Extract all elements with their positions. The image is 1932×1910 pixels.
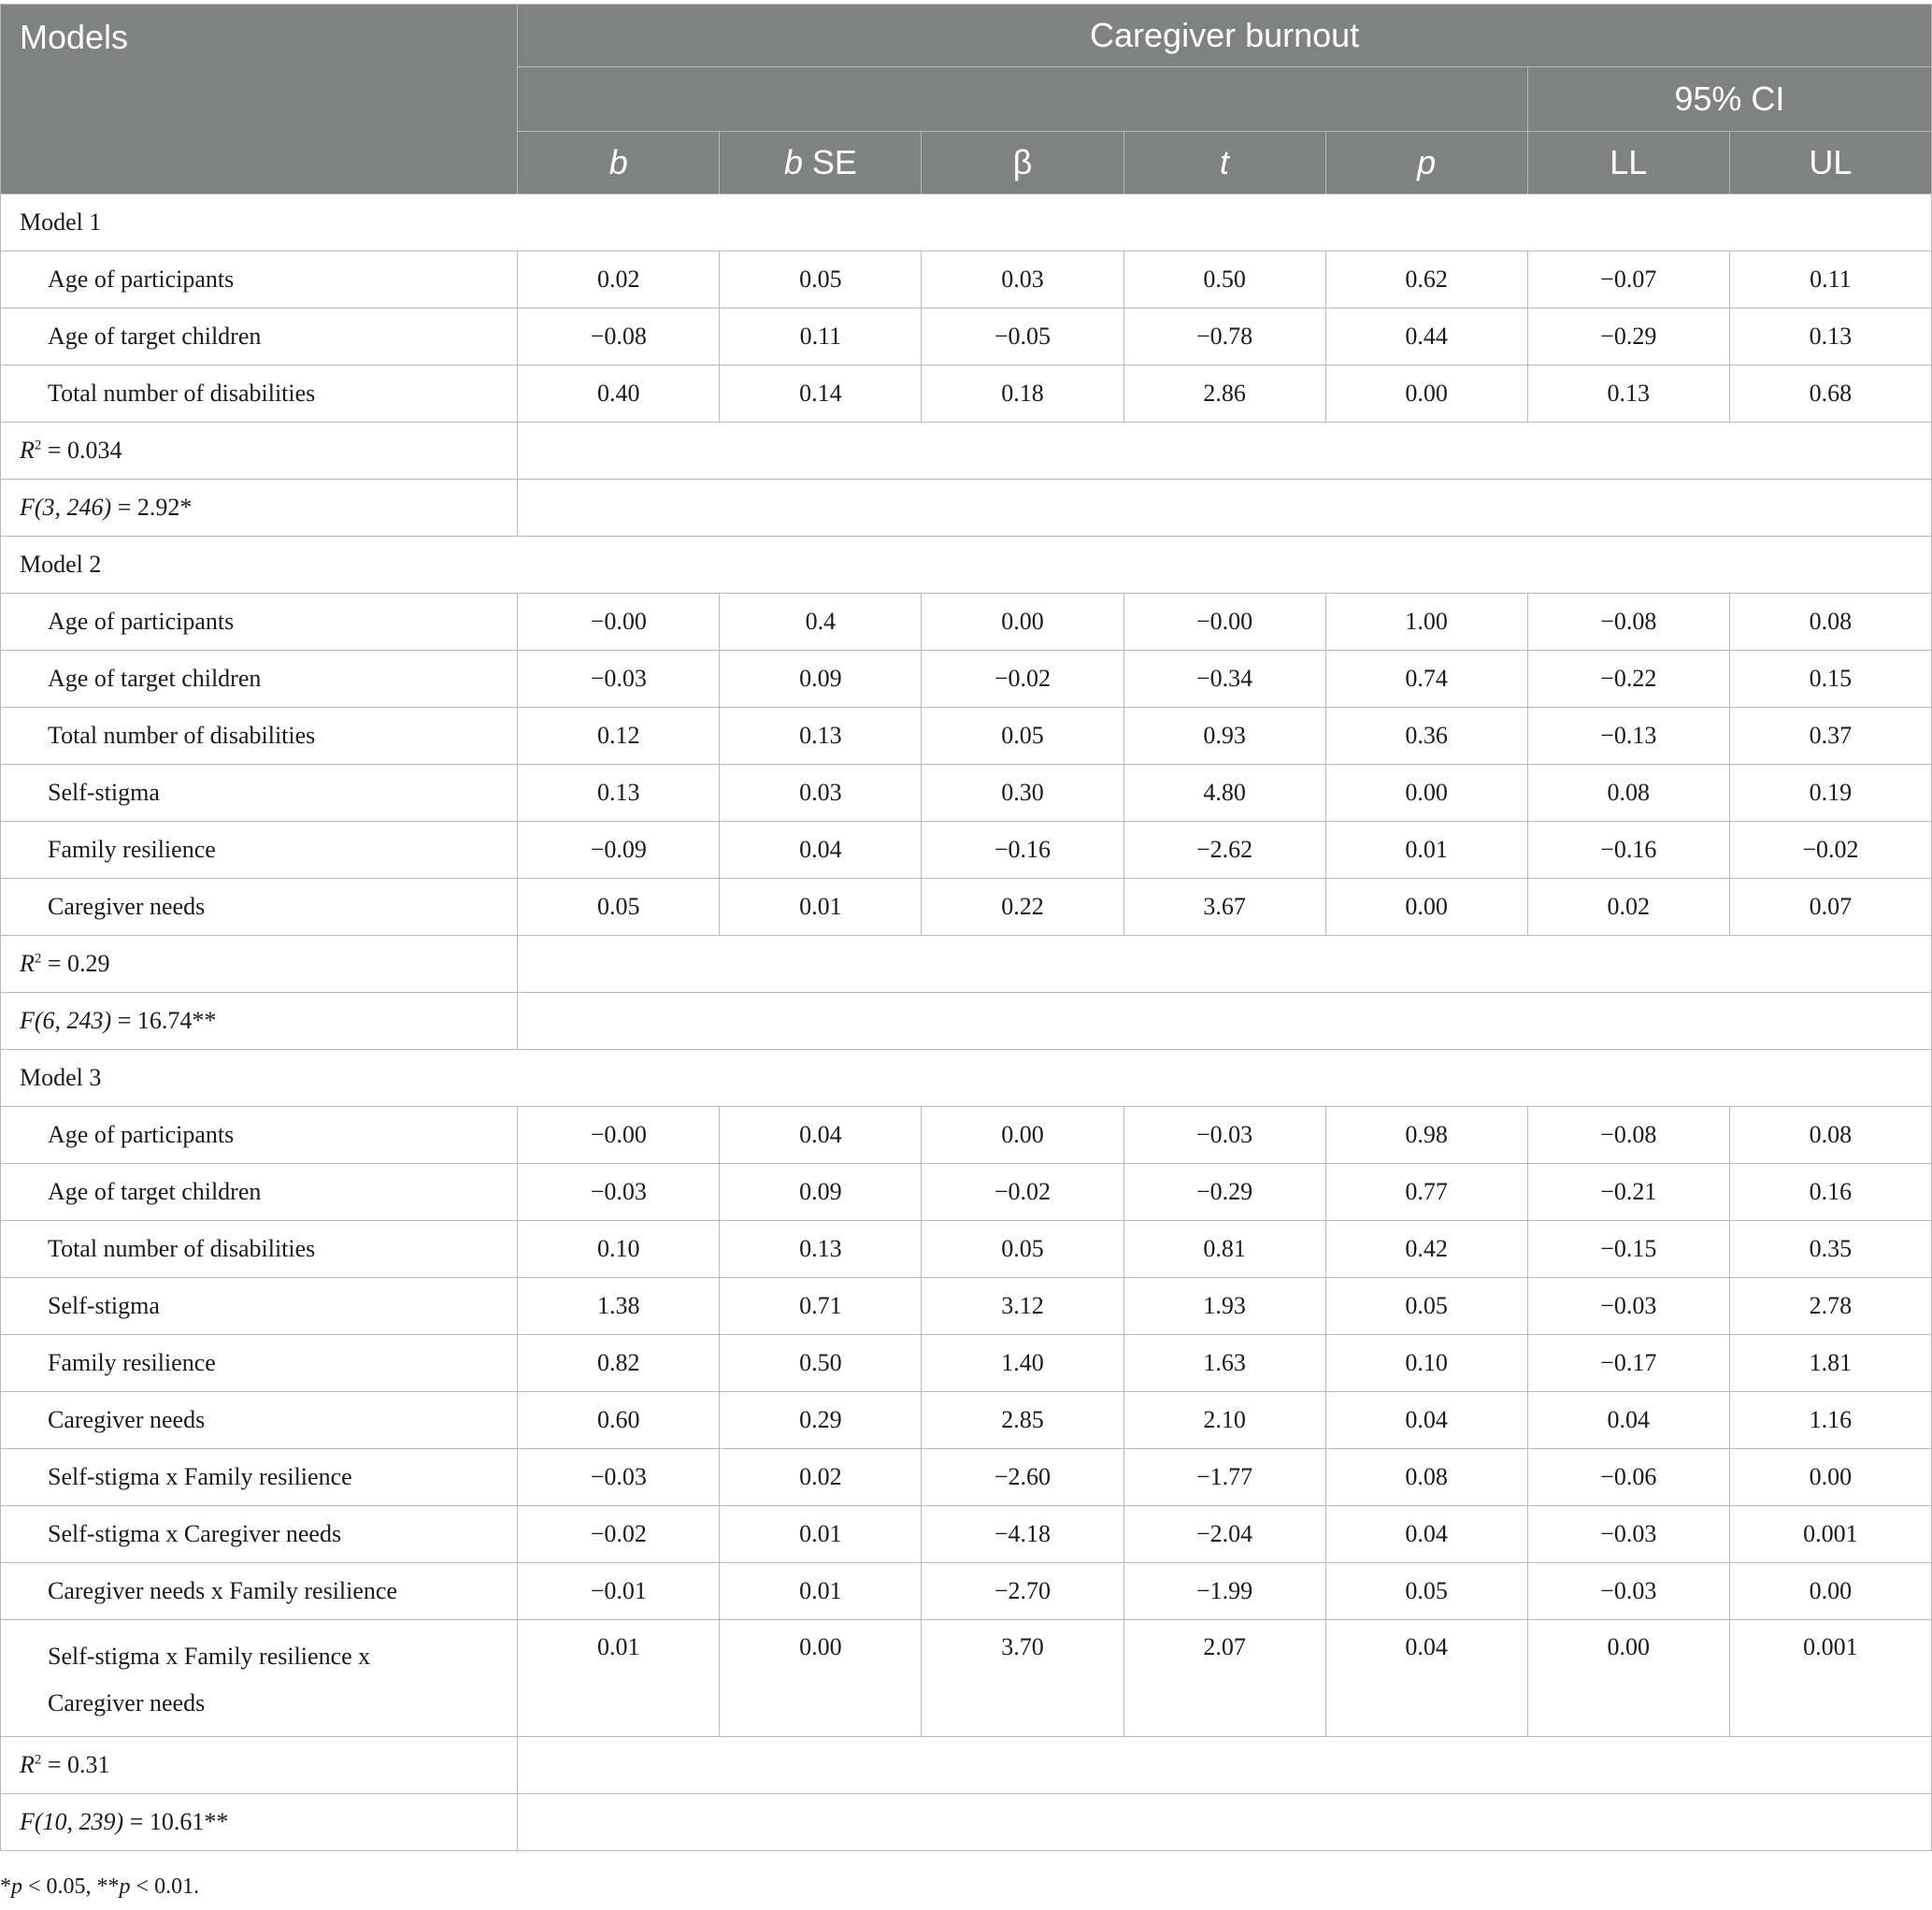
r-squared-row [1, 936, 1932, 993]
table-cell: 0.36 [1325, 708, 1527, 765]
table-row [1, 1335, 1932, 1392]
empty-cell [518, 1794, 1932, 1851]
table-row [1, 708, 1932, 765]
f-value: = 2.92* [111, 494, 193, 521]
caregiver-burnout-header: Caregiver burnout [518, 5, 1932, 67]
models-header: Models [1, 5, 518, 194]
table-cell: 0.50 [720, 1335, 922, 1392]
table-cell: −0.02 [1729, 822, 1931, 879]
table-cell: 4.80 [1123, 765, 1325, 822]
table-cell: 0.00 [922, 594, 1123, 651]
table-row [1, 594, 1932, 651]
table-cell: −0.16 [1527, 822, 1729, 879]
table-cell: 0.09 [720, 651, 922, 708]
row-label: Family resilience [1, 1335, 518, 1392]
r-superscript: 2 [34, 1752, 42, 1768]
r-squared-row [1, 1737, 1932, 1794]
column-header-text: SE [802, 143, 857, 181]
empty-cell [518, 936, 1932, 993]
table-cell: −0.03 [518, 651, 720, 708]
r-squared [1, 936, 518, 993]
column-header [720, 132, 922, 194]
table-cell: 1.16 [1729, 1392, 1931, 1449]
table-cell: −0.17 [1527, 1335, 1729, 1392]
empty-cell [518, 423, 1932, 480]
row-label-line: Caregiver needs [48, 1689, 206, 1716]
table-cell: 0.68 [1729, 366, 1931, 423]
column-header-text: UL [1809, 143, 1853, 181]
r-symbol: R [20, 1751, 35, 1778]
model-title: Model 2 [1, 537, 1932, 594]
table-cell: 0.12 [518, 708, 720, 765]
footnote-part: < 0.05, ** [22, 1874, 120, 1899]
f-statistic [1, 993, 518, 1050]
model-title-row [1, 1050, 1932, 1107]
table-cell: −0.15 [1527, 1221, 1729, 1278]
table-cell: 0.13 [1729, 309, 1931, 366]
row-label: Total number of disabilities [1, 1221, 518, 1278]
table-cell: 2.86 [1123, 366, 1325, 423]
table-cell: 0.13 [518, 765, 720, 822]
table-cell: 0.40 [518, 366, 720, 423]
table-cell: −0.00 [1123, 594, 1325, 651]
table-cell: 0.01 [720, 879, 922, 936]
table-cell: 0.03 [922, 251, 1123, 309]
table-cell: 0.04 [1325, 1392, 1527, 1449]
table-cell: 0.10 [1325, 1335, 1527, 1392]
table-cell: −0.03 [1123, 1107, 1325, 1164]
table-cell: −0.09 [518, 822, 720, 879]
table-cell: 0.93 [1123, 708, 1325, 765]
table-cell: 0.08 [1729, 594, 1931, 651]
table-cell: 0.30 [922, 765, 1123, 822]
table-cell: 0.13 [720, 1221, 922, 1278]
table-cell: −0.78 [1123, 309, 1325, 366]
r-superscript: 2 [34, 438, 42, 453]
model-title: Model 3 [1, 1050, 1932, 1107]
table-header [1, 5, 1932, 194]
row-label: Age of target children [1, 309, 518, 366]
table-row [1, 1164, 1932, 1221]
table-cell: 0.60 [518, 1392, 720, 1449]
f-stat-row [1, 480, 1932, 537]
table-cell: −1.77 [1123, 1449, 1325, 1506]
table-cell: 0.42 [1325, 1221, 1527, 1278]
table-cell: 0.11 [1729, 251, 1931, 309]
r-squared-value: = 0.29 [41, 950, 110, 977]
table-cell: 0.05 [720, 251, 922, 309]
empty-cell [518, 480, 1932, 537]
table-row [1, 309, 1932, 366]
table-cell: 0.08 [1325, 1449, 1527, 1506]
table-row [1, 822, 1932, 879]
table-body [1, 194, 1932, 1851]
table-row [1, 1449, 1932, 1506]
table-footnote [0, 1874, 199, 1900]
table-cell: 0.00 [1325, 366, 1527, 423]
table-cell: −0.01 [518, 1563, 720, 1620]
ci-header: 95% CI [1527, 67, 1931, 132]
row-label: Caregiver needs [1, 879, 518, 936]
table-cell: −2.62 [1123, 822, 1325, 879]
empty-cell [518, 1737, 1932, 1794]
table-cell: 0.15 [1729, 651, 1931, 708]
table-cell: −0.03 [518, 1449, 720, 1506]
table-cell: 1.38 [518, 1278, 720, 1335]
r-squared [1, 423, 518, 480]
table-row [1, 366, 1932, 423]
row-label: Age of target children [1, 651, 518, 708]
table-cell: 0.14 [720, 366, 922, 423]
table-cell: −4.18 [922, 1506, 1123, 1563]
f-statistic [1, 1794, 518, 1851]
footnote-part: p [119, 1874, 131, 1899]
table-cell: −2.60 [922, 1449, 1123, 1506]
r-squared [1, 1737, 518, 1794]
table-cell: −2.04 [1123, 1506, 1325, 1563]
table-cell: 0.11 [720, 309, 922, 366]
column-header [922, 132, 1123, 194]
f-value: = 16.74** [111, 1007, 217, 1034]
table-cell: 0.19 [1729, 765, 1931, 822]
table-cell: −0.29 [1527, 309, 1729, 366]
table-cell: 0.37 [1729, 708, 1931, 765]
table-cell: −0.22 [1527, 651, 1729, 708]
table-cell: 0.04 [1325, 1620, 1527, 1737]
table-cell: 0.07 [1729, 879, 1931, 936]
row-label-line: Self-stigma x Family resilience x [48, 1643, 371, 1670]
f-symbol: F(10, 239) [20, 1808, 124, 1835]
f-symbol: F(6, 243) [20, 1007, 112, 1034]
r-superscript: 2 [34, 951, 42, 967]
table-cell: 0.00 [720, 1620, 922, 1737]
row-label: Total number of disabilities [1, 366, 518, 423]
table-cell: 1.00 [1325, 594, 1527, 651]
row-label [1, 1620, 518, 1737]
table-cell: 0.10 [518, 1221, 720, 1278]
table-cell: 0.01 [720, 1563, 922, 1620]
f-symbol: F(3, 246) [20, 494, 112, 521]
table-row [1, 1392, 1932, 1449]
table-cell: 0.05 [518, 879, 720, 936]
table-row [1, 879, 1932, 936]
table-cell: 0.03 [720, 765, 922, 822]
row-label: Age of target children [1, 1164, 518, 1221]
column-header [518, 132, 720, 194]
table-cell: −0.34 [1123, 651, 1325, 708]
row-label: Caregiver needs x Family resilience [1, 1563, 518, 1620]
column-header-text: β [1012, 143, 1033, 181]
table-cell: 0.05 [922, 708, 1123, 765]
column-header-symbol: b [783, 143, 803, 181]
table-cell: −0.03 [518, 1164, 720, 1221]
table-row [1, 1506, 1932, 1563]
f-value: = 10.61** [123, 1808, 229, 1835]
header-spacer [518, 67, 1527, 132]
table-cell: 0.001 [1729, 1620, 1931, 1737]
table-cell: 3.67 [1123, 879, 1325, 936]
table-cell: 0.02 [518, 251, 720, 309]
table-cell: 0.13 [1527, 366, 1729, 423]
table-cell: 0.00 [922, 1107, 1123, 1164]
table-cell: 0.02 [720, 1449, 922, 1506]
table-cell: −0.02 [922, 1164, 1123, 1221]
table-row [1, 1563, 1932, 1620]
table-cell: 3.70 [922, 1620, 1123, 1737]
table-cell: 0.35 [1729, 1221, 1931, 1278]
table-cell: −0.21 [1527, 1164, 1729, 1221]
table-cell: 0.04 [720, 822, 922, 879]
column-header [1729, 132, 1931, 194]
table-cell: 0.04 [720, 1107, 922, 1164]
table-cell: 1.40 [922, 1335, 1123, 1392]
table-cell: 0.02 [1527, 879, 1729, 936]
table-cell: 0.01 [518, 1620, 720, 1737]
row-label: Caregiver needs [1, 1392, 518, 1449]
footnote-part: p [11, 1874, 22, 1899]
table-cell: 0.71 [720, 1278, 922, 1335]
table-cell: 0.22 [922, 879, 1123, 936]
table-cell: 0.01 [720, 1506, 922, 1563]
table-cell: 0.4 [720, 594, 922, 651]
table-row [1, 651, 1932, 708]
table-cell: 0.05 [1325, 1563, 1527, 1620]
column-header [1527, 132, 1729, 194]
table-cell: 0.09 [720, 1164, 922, 1221]
table-row [1, 1620, 1932, 1737]
table-cell: −0.29 [1123, 1164, 1325, 1221]
table-cell: 0.98 [1325, 1107, 1527, 1164]
table-cell: 0.16 [1729, 1164, 1931, 1221]
r-squared-row [1, 423, 1932, 480]
table-cell: 0.05 [1325, 1278, 1527, 1335]
row-label: Self-stigma x Caregiver needs [1, 1506, 518, 1563]
table-cell: −0.03 [1527, 1563, 1729, 1620]
table-cell: −2.70 [922, 1563, 1123, 1620]
table-cell: 2.07 [1123, 1620, 1325, 1737]
table-cell: 1.63 [1123, 1335, 1325, 1392]
table-cell: −0.03 [1527, 1506, 1729, 1563]
table-cell: 0.29 [720, 1392, 922, 1449]
f-stat-row [1, 993, 1932, 1050]
table-cell: 0.00 [1325, 765, 1527, 822]
table-cell: 0.05 [922, 1221, 1123, 1278]
table-cell: 3.12 [922, 1278, 1123, 1335]
model-title-row [1, 194, 1932, 251]
column-header-text: LL [1610, 143, 1648, 181]
table-cell: 0.62 [1325, 251, 1527, 309]
table-cell: 0.44 [1325, 309, 1527, 366]
table-cell: 0.08 [1729, 1107, 1931, 1164]
model-title-row [1, 537, 1932, 594]
column-header [1325, 132, 1527, 194]
row-label: Family resilience [1, 822, 518, 879]
f-stat-row [1, 1794, 1932, 1851]
row-label: Self-stigma [1, 765, 518, 822]
table-row [1, 1278, 1932, 1335]
table-cell: −0.16 [922, 822, 1123, 879]
table-cell: −0.00 [518, 1107, 720, 1164]
r-squared-value: = 0.034 [41, 437, 122, 464]
table-cell: 0.00 [1527, 1620, 1729, 1737]
table-cell: 0.50 [1123, 251, 1325, 309]
table-row [1, 251, 1932, 309]
table-cell: −0.00 [518, 594, 720, 651]
table-cell: −0.06 [1527, 1449, 1729, 1506]
table-cell: 1.93 [1123, 1278, 1325, 1335]
table-cell: 0.77 [1325, 1164, 1527, 1221]
table-cell: 0.81 [1123, 1221, 1325, 1278]
r-symbol: R [20, 437, 35, 464]
table-cell: 0.00 [1729, 1449, 1931, 1506]
row-label: Age of participants [1, 594, 518, 651]
table-cell: 2.10 [1123, 1392, 1325, 1449]
row-label: Self-stigma [1, 1278, 518, 1335]
table-cell: −0.08 [1527, 594, 1729, 651]
table-cell: −0.13 [1527, 708, 1729, 765]
table-cell: 0.00 [1729, 1563, 1931, 1620]
row-label: Total number of disabilities [1, 708, 518, 765]
table-cell: 0.08 [1527, 765, 1729, 822]
table-cell: 1.81 [1729, 1335, 1931, 1392]
r-squared-value: = 0.31 [41, 1751, 110, 1778]
table-cell: −1.99 [1123, 1563, 1325, 1620]
column-header-symbol: p [1417, 143, 1437, 181]
empty-cell [518, 993, 1932, 1050]
regression-table [0, 4, 1932, 1851]
table-cell: 0.13 [720, 708, 922, 765]
table-cell: 0.01 [1325, 822, 1527, 879]
column-header-symbol: b [608, 143, 628, 181]
column-header [1123, 132, 1325, 194]
f-statistic [1, 480, 518, 537]
column-header-symbol: t [1220, 143, 1230, 181]
row-label: Self-stigma x Family resilience [1, 1449, 518, 1506]
table-row [1, 765, 1932, 822]
table-row [1, 1107, 1932, 1164]
table-cell: 0.001 [1729, 1506, 1931, 1563]
table-cell: 0.82 [518, 1335, 720, 1392]
row-label: Age of participants [1, 1107, 518, 1164]
table-cell: −0.02 [922, 651, 1123, 708]
table-cell: 0.74 [1325, 651, 1527, 708]
table-cell: 0.04 [1325, 1506, 1527, 1563]
model-title: Model 1 [1, 194, 1932, 251]
table-cell: 0.00 [1325, 879, 1527, 936]
table-cell: 2.85 [922, 1392, 1123, 1449]
table-cell: 0.18 [922, 366, 1123, 423]
table-cell: −0.08 [518, 309, 720, 366]
table-cell: 2.78 [1729, 1278, 1931, 1335]
table-cell: −0.07 [1527, 251, 1729, 309]
r-symbol: R [20, 950, 35, 977]
table-cell: −0.03 [1527, 1278, 1729, 1335]
table-cell: −0.05 [922, 309, 1123, 366]
row-label: Age of participants [1, 251, 518, 309]
table-cell: −0.08 [1527, 1107, 1729, 1164]
table-cell: 0.04 [1527, 1392, 1729, 1449]
footnote-part: < 0.01. [130, 1874, 200, 1899]
table-cell: −0.02 [518, 1506, 720, 1563]
footnote-part: * [0, 1874, 11, 1899]
table-row [1, 1221, 1932, 1278]
